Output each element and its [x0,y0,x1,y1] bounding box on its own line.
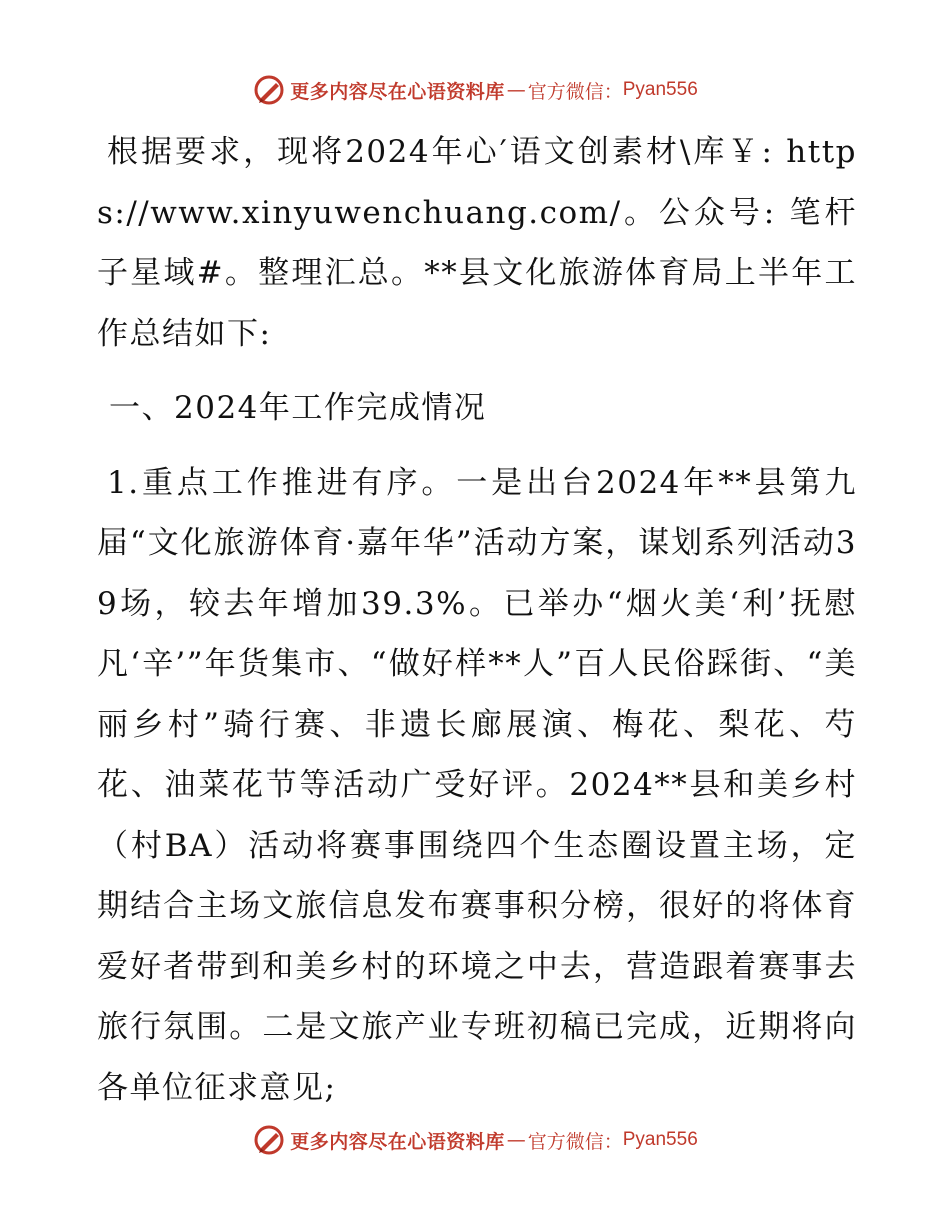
official-wechat-label: 官方微信： [527,80,623,103]
document-body [97,122,857,1132]
brand-text: 更多内容尽在心语资料库 [290,80,505,103]
section-heading: 一、2024年工作完成情况 [109,390,487,426]
header-watermark [0,70,950,110]
official-wechat-label: 官方微信： [527,1130,623,1153]
wechat-id: Pyan556 [622,1129,698,1150]
footer-watermark [0,1120,950,1160]
pen-logo-icon [252,1123,286,1157]
separator-dash: — [506,1129,526,1151]
pen-logo-icon [252,73,286,107]
separator-dash: — [506,79,526,101]
intro-paragraph: 根据要求，现将2024年心′语文创素材\库￥: https://www.xinyuwenchuang.com/。公众号: 笔杆子星域#。整理汇总。**县文化旅游体育局上半年工作总结如下: [97,134,857,352]
brand-text: 更多内容尽在心语资料库 [290,1130,505,1153]
wechat-id: Pyan556 [622,79,698,100]
body-paragraph: 1.重点工作推进有序。一是出台2024年**县第九届“文化旅游体育·嘉年华”活动方案，谋划系列活动39场，较去年增加39.3%。已举办“烟火美‘利’抚慰凡‘辛’”年货集市、“做好样**人”百人民俗踩街、“美丽乡村”骑行赛、非遗长廊展演、梅花、梨花、芍花、油菜花节等活动广受好评。2024**县和美乡村（村BA）活动将赛事围绕四个生态圈设置主场，定期结合主场文旅信息发布赛事积分榜，很好的将体育爱好者带到和美乡村的环境之中去，营造跟着赛事去旅行氛围。二是文旅产业专班初稿已完成，近期将向各单位征求意见; [97,464,857,1106]
